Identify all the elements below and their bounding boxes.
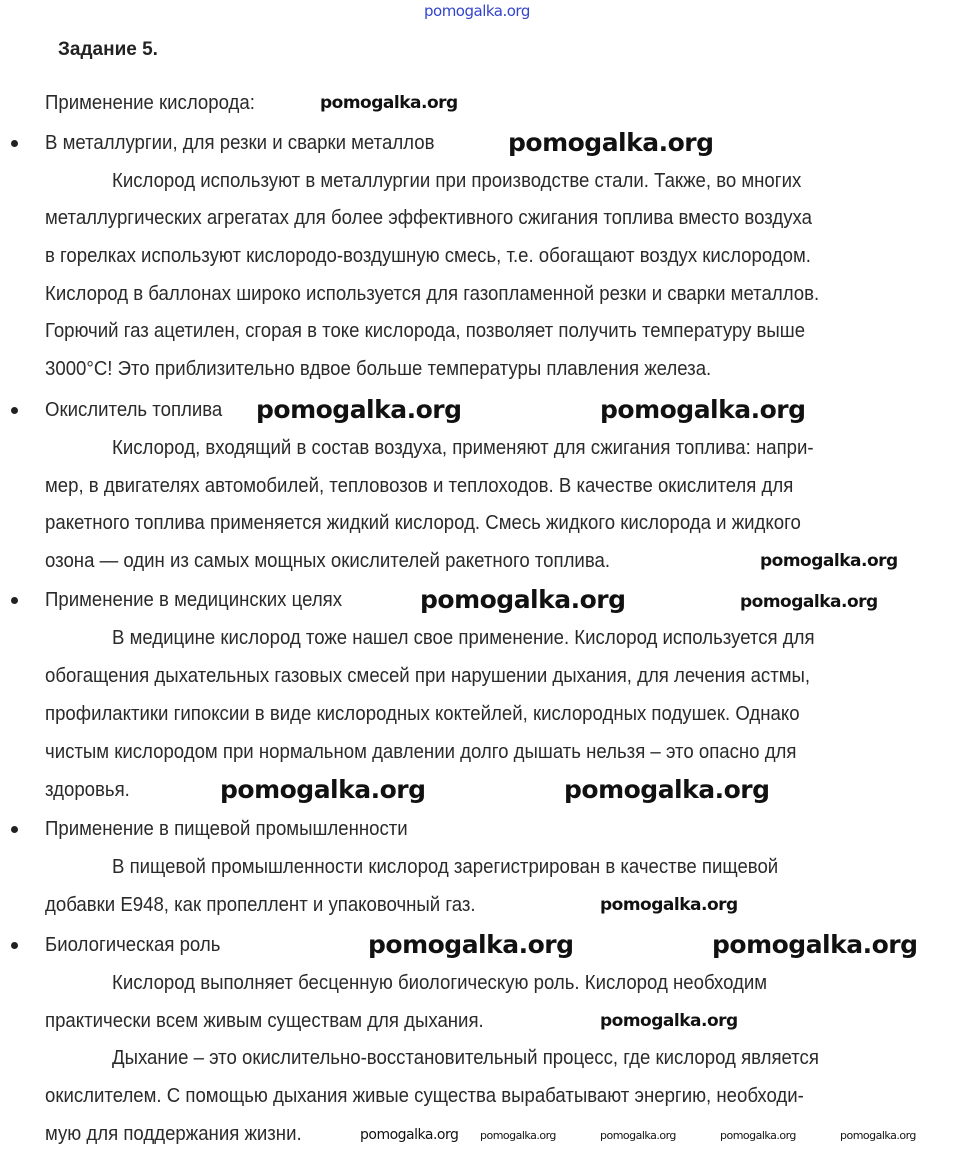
paragraph-line: ракетного топлива применяется жидкий кислород. Смесь жидкого кислорода и жидкого xyxy=(45,512,801,534)
paragraph-line: практически всем живым существам для дыхания. xyxy=(45,1010,484,1032)
paragraph-line: в горелках используют кислородо-воздушную смесь, т.е. обогащают воздух кислородом. xyxy=(45,245,811,267)
page-title: Задание 5. xyxy=(58,39,158,60)
paragraph-line: мер, в двигателях автомобилей, тепловозов и теплоходов. В качестве окислителя для xyxy=(45,475,794,497)
bullet-icon xyxy=(11,407,18,414)
paragraph-line: чистым кислородом при нормальном давлении долго дышать нельзя – это опасно для xyxy=(45,741,797,763)
paragraph-line: здоровья. xyxy=(45,779,130,801)
paragraph-line: окислителем. С помощью дыхания живые существа вырабатывают энергию, необходи- xyxy=(45,1085,804,1107)
section-heading: Окислитель топлива xyxy=(45,399,223,421)
watermark: pomogalka.org xyxy=(712,930,918,959)
watermark: pomogalka.org xyxy=(564,775,770,804)
watermark: pomogalka.org xyxy=(760,551,898,571)
watermark: pomogalka.org xyxy=(256,395,462,424)
bullet-icon xyxy=(11,140,18,147)
watermark: pomogalka.org xyxy=(220,775,426,804)
paragraph-line: Горючий газ ацетилен, сгорая в токе кислорода, позволяет получить температуру выше xyxy=(45,320,806,342)
intro-heading: Применение кислорода: xyxy=(45,92,255,114)
bullet-icon xyxy=(11,942,18,949)
watermark: pomogalka.org xyxy=(360,1127,459,1143)
section-heading: Применение в медицинских целях xyxy=(45,589,343,611)
paragraph-line: Кислород, входящий в состав воздуха, применяют для сжигания топлива: напри- xyxy=(112,437,814,459)
paragraph-line: добавки Е948, как пропеллент и упаковочный газ. xyxy=(45,894,476,916)
paragraph-line: мую для поддержания жизни. xyxy=(45,1123,302,1145)
paragraph-line: Кислород используют в металлургии при производстве стали. Также, во многих xyxy=(112,170,802,192)
paragraph-line: 3000°С! Это приблизительно вдвое больше температуры плавления железа. xyxy=(45,358,712,380)
paragraph-line: озона — один из самых мощных окислителей ракетного топлива. xyxy=(45,550,611,572)
watermark: pomogalka.org xyxy=(508,128,714,157)
paragraph-line: В медицине кислород тоже нашел свое применение. Кислород используется для xyxy=(112,627,815,649)
paragraph-line: металлургических агрегатах для более эффективного сжигания топлива вместо воздуха xyxy=(45,207,812,229)
watermark: pomogalka.org xyxy=(368,930,574,959)
watermark: pomogalka.org xyxy=(600,895,738,915)
watermark: pomogalka.org xyxy=(720,1129,796,1142)
bullet-icon xyxy=(11,826,18,833)
watermark: pomogalka.org xyxy=(600,1011,738,1031)
watermark: pomogalka.org xyxy=(480,1129,556,1142)
watermark: pomogalka.org xyxy=(420,585,626,614)
section-heading: В металлургии, для резки и сварки металлов xyxy=(45,132,435,154)
paragraph-line: профилактики гипоксии в виде кислородных коктейлей, кислородных подушек. Однако xyxy=(45,703,800,725)
paragraph-line: Кислород в баллонах широко используется для газопламенной резки и сварки металлов. xyxy=(45,283,820,305)
paragraph-line: В пищевой промышленности кислород зарегистрирован в качестве пищевой xyxy=(112,856,779,878)
paragraph-line: обогащения дыхательных газовых смесей при нарушении дыхания, для лечения астмы, xyxy=(45,665,811,687)
watermark: pomogalka.org xyxy=(600,395,806,424)
paragraph-line: Кислород выполняет бесценную биологическую роль. Кислород необходим xyxy=(112,972,768,994)
bullet-icon xyxy=(11,597,18,604)
watermark: pomogalka.org xyxy=(840,1129,916,1142)
watermark: pomogalka.org xyxy=(740,592,878,612)
section-heading: Применение в пищевой промышленности xyxy=(45,818,408,840)
header-watermark: pomogalka.org xyxy=(424,2,530,20)
paragraph-line: Дыхание – это окислительно-восстановительный процесс, где кислород является xyxy=(112,1047,819,1069)
section-heading: Биологическая роль xyxy=(45,934,221,956)
watermark: pomogalka.org xyxy=(320,93,458,113)
watermark: pomogalka.org xyxy=(600,1129,676,1142)
